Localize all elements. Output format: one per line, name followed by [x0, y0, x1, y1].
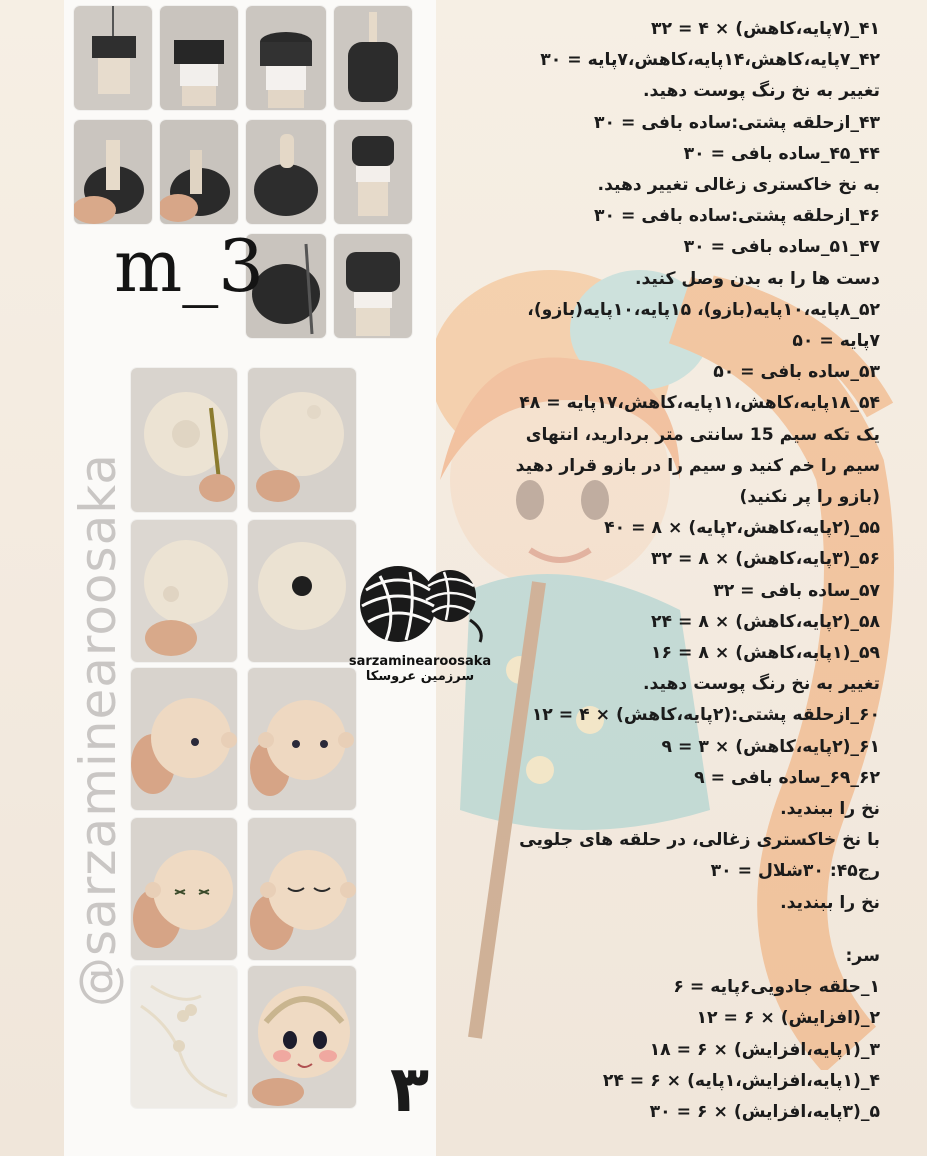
instruction-line: ۶۲_۶۹_ساده بافی = ۹	[694, 767, 880, 788]
page-number: ۳	[390, 1053, 430, 1127]
instruction-line: ۵۶_(۳پایه،کاهش) × ۸ = ۳۲	[651, 549, 880, 570]
instruction-line: ۵۸_(۲پایه،کاهش) × ۸ = ۲۴	[651, 611, 880, 632]
instruction-line: ۵۹_(۱پایه،کاهش) × ۸ = ۱۶	[651, 643, 880, 664]
head-photo-10	[248, 966, 356, 1108]
step-photo-5	[74, 120, 152, 224]
instruction-line: ۵۷_ساده بافی = ۳۲	[713, 580, 880, 601]
instruction-line: ۶۰_ازحلقه پشتی:(۲پایه،کاهش) × ۴ = ۱۲	[531, 705, 880, 726]
instruction-line: ۶۱_(۲پایه،کاهش) × ۳ = ۹	[661, 736, 880, 757]
head-section-title: سر:	[845, 945, 880, 966]
instruction-line: با نخ خاکستری زغالی، در حلقه های جلویی	[519, 830, 880, 851]
step-photo-1	[74, 6, 152, 110]
step-photo-7	[246, 120, 326, 224]
instruction-line: ۴۷_۵۱_ساده بافی = ۳۰	[683, 237, 880, 258]
head-photo-2	[248, 368, 356, 512]
step-photo-6	[160, 120, 238, 224]
step-photo-10	[334, 234, 412, 338]
instruction-line: (بازو را پر نکنید)	[739, 487, 880, 508]
instruction-line: نخ را ببندید.	[780, 892, 880, 913]
head-photo-9	[131, 966, 237, 1108]
step-photo-3	[246, 6, 326, 110]
instruction-line: به نخ خاکستری زغالی تغییر دهید.	[597, 175, 880, 196]
brand-name-farsi: سرزمین عروسکا	[365, 669, 475, 684]
head-photo-3	[131, 520, 237, 662]
instruction-line: ۴۱_(۷پایه،کاهش) × ۴ = ۳۲	[651, 19, 880, 39]
head-photo-5	[131, 668, 237, 810]
pattern-instructions	[440, 14, 880, 1128]
step-photo-4	[334, 6, 412, 110]
step-photo-8	[334, 120, 412, 224]
instruction-line: ۴۳_ازحلقه پشتی:ساده بافی = ۳۰	[594, 112, 880, 133]
instruction-line: سیم را خم کنید و سیم را در بازو قرار دهید	[515, 455, 880, 476]
head-instruction-line: ۲_(افزایش) × ۶ = ۱۲	[696, 1008, 880, 1029]
head-instruction-line: ۵_(۳پایه،افزایش) × ۶ = ۳۰	[649, 1101, 880, 1122]
instagram-handle: @sarzaminearoosaka	[69, 453, 127, 1007]
head-instruction-line: ۳_(۱پایه،افزایش) × ۶ = ۱۸	[649, 1039, 880, 1060]
section-mark: m_3	[114, 224, 265, 308]
instruction-line: تغییر به نخ رنگ پوست دهید.	[643, 674, 880, 695]
step-photo-2	[160, 6, 238, 110]
head-photo-8	[248, 818, 356, 960]
instruction-line: نخ را ببندید.	[780, 799, 880, 820]
head-photo-1	[131, 368, 237, 512]
instruction-line: ۴۴_۴۵_ساده بافی = ۳۰	[683, 143, 880, 164]
instruction-line: دست ها را به بدن وصل کنید.	[634, 268, 880, 289]
brand-name-latin: sarzaminearoosaka	[348, 654, 492, 669]
instruction-line: ۵۳_ساده بافی = ۵۰	[713, 362, 880, 383]
instruction-line: یک تکه سیم 15 سانتی متر بردارید، انتهای	[525, 424, 880, 445]
head-instruction-line: ۴_(۱پایه،افزایش،۱پایه) × ۶ = ۲۴	[602, 1070, 880, 1091]
instruction-line: ۵۴_۱۸پایه،کاهش،۱۱پایه،کاهش،۱۷پایه = ۴۸	[519, 393, 880, 414]
instruction-line: ۴۶_ازحلقه پشتی:ساده بافی = ۳۰	[594, 206, 880, 227]
instruction-line: ۷پایه = ۵۰	[792, 331, 880, 352]
head-photo-7	[131, 818, 237, 960]
instruction-line: تغییر به نخ رنگ پوست دهید.	[643, 81, 880, 102]
instruction-line: رج۴۵: ۳۰شلال = ۳۰	[710, 861, 880, 882]
head-instruction-line: ۱_حلقه جادویی۶پایه = ۶	[673, 977, 880, 998]
instruction-line: ۴۲_۷پایه،کاهش،۱۴پایه،کاهش،۷پایه = ۳۰	[540, 50, 880, 71]
instruction-line: ۵۲_۸پایه،۱۰پایه(بازو)، ۱۵پایه،۱۰پایه(بازو)،	[527, 299, 880, 320]
instruction-line: ۵۵_(۲پایه،کاهش،۲پایه) × ۸ = ۴۰	[604, 518, 880, 539]
